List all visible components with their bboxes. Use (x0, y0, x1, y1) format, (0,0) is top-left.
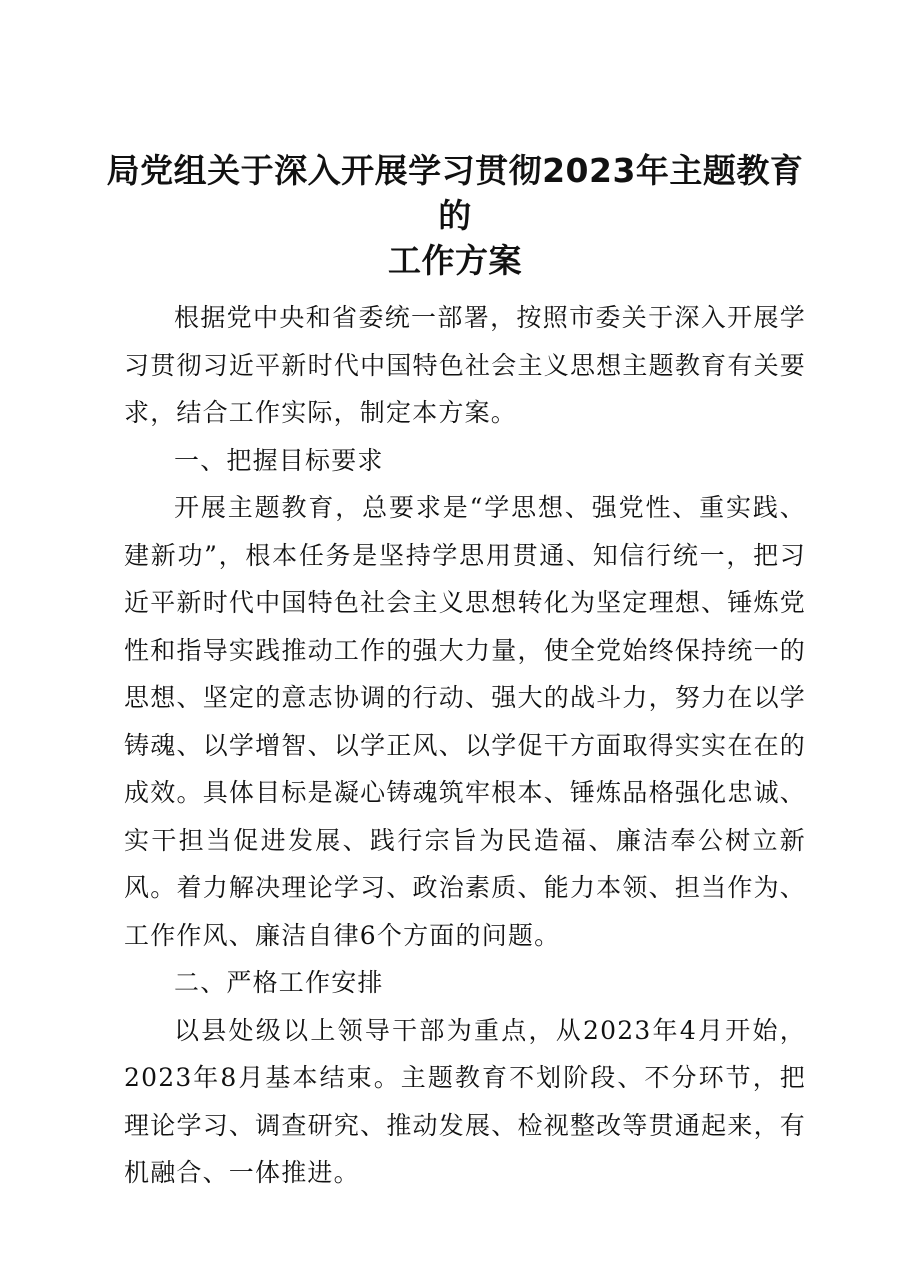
section-1-paragraph: 开展主题教育，总要求是“学思想、强党性、重实践、建新功”，根本任务是坚持学思用贯通、知信行统一，把习近平新时代中国特色社会主义思想转化为坚定理想、锤炼党性和指导实践推动工作的强大力量，使全党始终保持统一的思想、坚定的意志协调的行动、强大的战斗力，努力在以学铸魂、以学增智、以学正风、以学促干方面取得实实在在的成效。具体目标是凝心铸魂筑牢根本、锤炼品格强化忠诚、实干担当促进发展、践行宗旨为民造福、廉洁奉公树立新风。着力解决理论学习、政治素质、能力本领、担当作为、工作作风、廉洁自律6个方面的问题。 (124, 493, 806, 950)
section-heading-2: 二、严格工作安排 (174, 968, 384, 997)
document-body (124, 294, 806, 1197)
document-title (100, 148, 810, 283)
section-heading-1: 一、把握目标要求 (174, 445, 384, 475)
title-line-2: 工作方案 (388, 241, 522, 280)
title-line-1: 局党组关于深入开展学习贯彻2023年主题教育的 (106, 151, 804, 235)
section-2-paragraph: 以县处级以上领导干部为重点，从2023年4月开始，2023年8月基本结束。主题教育不划阶段、不分环节，把理论学习、调查研究、推动发展、检视整改等贯通起来，有机融合、一体推进。 (124, 1015, 806, 1187)
intro-paragraph: 根据党中央和省委统一部署，按照市委关于深入开展学习贯彻习近平新时代中国特色社会主义思想主题教育有关要求，结合工作实际，制定本方案。 (124, 303, 806, 427)
